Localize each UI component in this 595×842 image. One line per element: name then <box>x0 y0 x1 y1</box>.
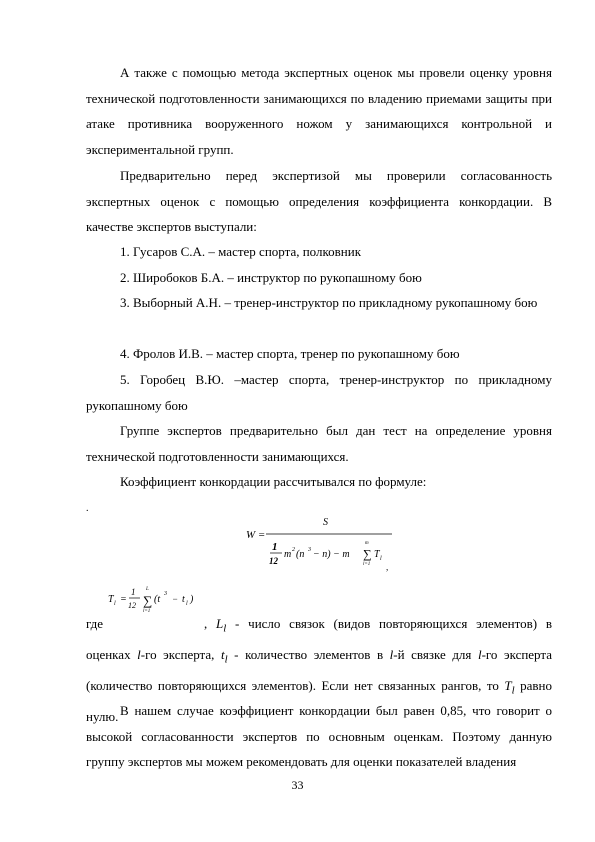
formula-sum-bottom: l=1 <box>363 562 371 567</box>
formula-sum-top: m <box>365 541 369 546</box>
tformula-close: ) <box>190 594 194 605</box>
formula-m: m <box>284 549 292 560</box>
paragraph-intro: А также с помощью метода экспертных оценок мы провели оценку уровня технической подготовленности занимающихся по владению приемами защиты при атаке противника вооруженного ножом у занимающихся контрольной и экспериментальной групп. <box>86 65 552 157</box>
tformula-sum-top: L <box>146 587 149 592</box>
var-L-sub: l <box>223 622 227 635</box>
tformula-cube: 3 <box>164 591 167 597</box>
tformula-sum-bottom: l=1 <box>143 609 151 614</box>
formula-exp-3: 3 <box>308 547 311 553</box>
paragraph-concordance: Предварительно перед экспертизой мы проверили согласованность экспертных оценок с помощью определения коэффициента конкордации. В качестве экспертов выступали: <box>86 168 552 234</box>
formula-twelve: 12 <box>269 556 278 566</box>
expert-item-4: 4. Фролов И.В. – мастер спорта, тренер по рукопашному бою <box>120 346 460 361</box>
definition-text: -го эксперта, <box>140 647 221 663</box>
tformula-T-sub: l <box>114 601 116 607</box>
tformula-one: 1 <box>131 587 136 597</box>
formula-exp-2: 2 <box>292 547 295 553</box>
var-t: t <box>220 647 225 663</box>
tformula-T: T <box>108 594 114 605</box>
expert-item-5: 5. Горобец В.Ю. –мастер спорта, тренер-инструктор по прикладному рукопашному бою <box>86 372 552 413</box>
tformula-minus: − <box>172 594 179 604</box>
var-l: l <box>477 647 482 663</box>
definition-text: -й связке для <box>393 647 478 663</box>
tformula-t: t <box>182 594 185 605</box>
formula-T-sub: l <box>380 556 382 562</box>
paragraph-test: Группе экспертов предварительно был дан тест на определение уровня технической подготовленности занимающихся. <box>86 423 552 464</box>
tformula-t-sub: l <box>186 601 188 607</box>
formula-comma: , <box>386 562 389 572</box>
definition-text: - число связок (видов повторяющихся элементов) в оценках <box>86 616 553 663</box>
formula-one: 1 <box>272 541 278 553</box>
formula-sigma: ∑ <box>363 547 372 561</box>
formula-n3: (n <box>296 549 305 560</box>
stray-dot: . <box>86 503 89 514</box>
paragraph-formula-intro: Коэффициент конкордации рассчитывался по формуле: <box>120 474 427 489</box>
var-L: L <box>216 616 224 631</box>
expert-item-3: 3. Выборный А.Н. – тренер-инструктор по прикладному рукопашному бою <box>120 295 538 310</box>
var-l: l <box>389 647 394 663</box>
definition-text: - количество элементов в <box>227 647 390 663</box>
tformula-twelve: 12 <box>128 601 136 610</box>
var-T-sub: l <box>511 684 515 697</box>
tformula-eq: = <box>120 594 127 605</box>
tformula-sigma: ∑ <box>143 593 153 608</box>
formula-numerator-s: S <box>323 517 328 528</box>
definition-text: равно нулю. <box>86 678 552 725</box>
formula-minus-n: − n) − m <box>313 549 350 560</box>
definition-text: , <box>204 616 217 631</box>
var-l: l <box>137 647 141 663</box>
var-t-sub: l <box>224 653 228 666</box>
var-T: T <box>504 678 512 694</box>
tformula-body: (t <box>154 594 161 605</box>
paragraph-result: В нашем случае коэффициент конкордации был равен 0,85, что говорит о высокой согласованности экспертов по основным оценкам. Поэтому данную группу экспертов мы можем рекомендовать для оценки показателей владения <box>86 703 552 769</box>
expert-item-2: 2. Широбоков Б.А. – инструктор по рукопашному бою <box>120 270 422 285</box>
concordance-formula <box>246 512 396 572</box>
page-number: 33 <box>291 778 304 792</box>
expert-item-1: 1. Гусаров С.А. – мастер спорта, полковник <box>120 244 362 259</box>
formula-T: T <box>374 549 380 560</box>
definition-text: -го эксперта (количество повторяющихся элементов). Если нет связанных рангов, то <box>86 647 552 694</box>
definition-lead: где <box>86 616 104 631</box>
formula-w: W = <box>246 529 266 541</box>
